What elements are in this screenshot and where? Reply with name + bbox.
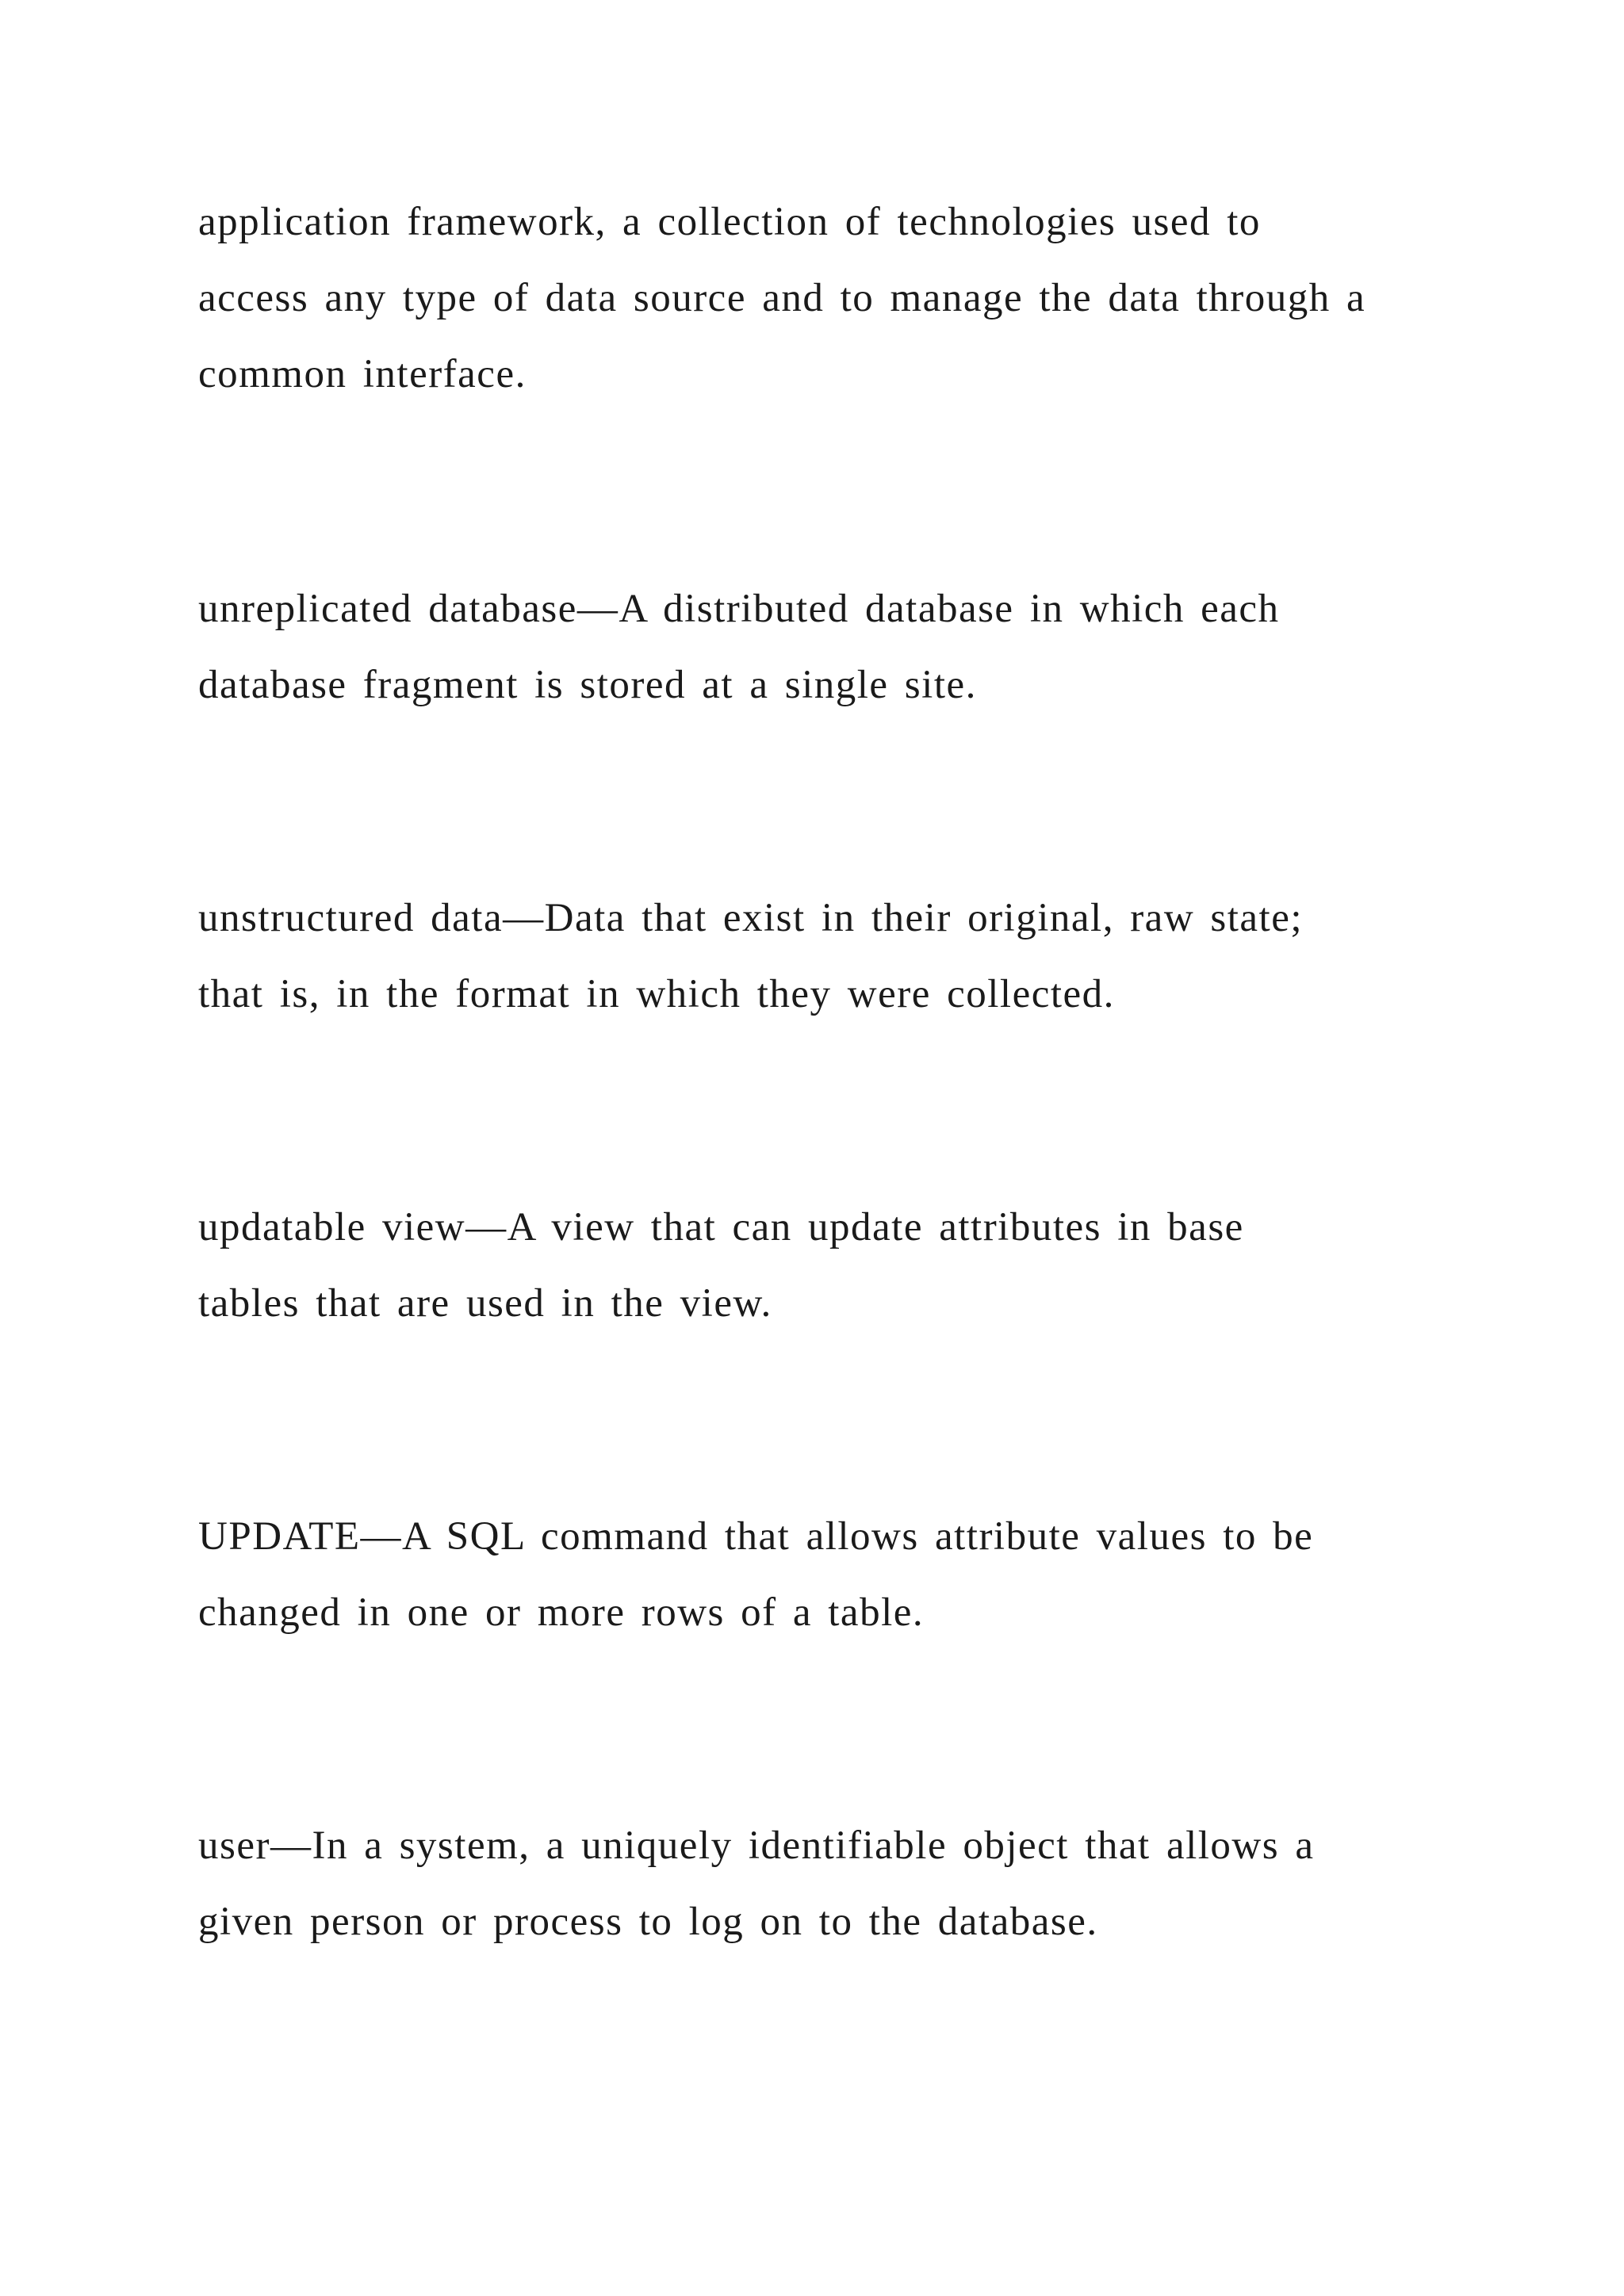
- entry-line: unreplicated database—A distributed database in which each: [198, 587, 1280, 631]
- entry-line: UPDATE—A SQL command that allows attribute values to be: [198, 1514, 1314, 1559]
- glossary-entry-update: [198, 1498, 1435, 1651]
- glossary-entry-unreplicated-database: [198, 571, 1435, 723]
- entry-line: that is, in the format in which they were collected.: [198, 972, 1115, 1016]
- entry-line: application framework, a collection of technologies used to: [198, 200, 1261, 244]
- entry-line: access any type of data source and to manage the data through a: [198, 276, 1366, 320]
- entry-line: unstructured data—Data that exist in their original, raw state;: [198, 896, 1304, 940]
- entry-line: updatable view—A view that can update attributes in base: [198, 1205, 1244, 1249]
- entry-line: changed in one or more rows of a table.: [198, 1590, 925, 1635]
- glossary-entry-application-framework: [198, 184, 1435, 412]
- glossary-entry-updatable-view: [198, 1189, 1435, 1341]
- glossary-entry-user: [198, 1808, 1435, 1960]
- entry-line: database fragment is stored at a single site.: [198, 663, 977, 707]
- entry-line: user—In a system, a uniquely identifiable object that allows a: [198, 1823, 1315, 1868]
- entry-line: common interface.: [198, 352, 527, 396]
- glossary-entry-unstructured-data: [198, 880, 1435, 1032]
- entry-line: tables that are used in the view.: [198, 1281, 772, 1326]
- entry-line: given person or process to log on to the database.: [198, 1900, 1098, 1944]
